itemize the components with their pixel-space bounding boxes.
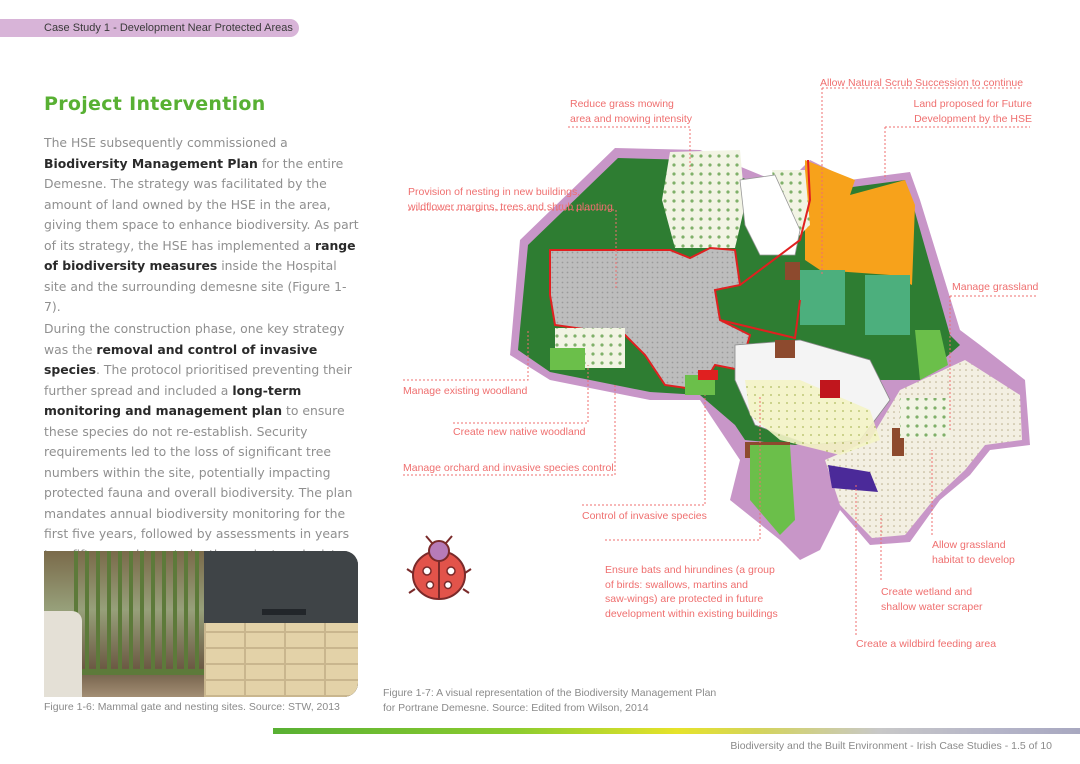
label-nesting-line2: wildflower margins, trees and shrub planting xyxy=(408,200,613,213)
figure-1-7-caption-line2: for Portrane Demesne. Source: Edited from Wilson, 2014 xyxy=(383,702,649,714)
label-reduce-grass-line2: area and mowing intensity xyxy=(570,112,692,125)
figure-1-7-caption-line1: Figure 1-7: A visual representation of the Biodiversity Management Plan xyxy=(383,687,717,699)
label-wetland xyxy=(881,585,983,614)
label-wildbird: Create a wildbird feeding area xyxy=(856,638,997,650)
p1-bold-1: Biodiversity Management Plan xyxy=(44,155,258,171)
p1-text-1: The HSE subsequently commissioned a xyxy=(44,135,288,150)
label-bats-line3: saw-wings) are protected in future xyxy=(605,593,764,605)
p2-bold-2: long-term monitoring and management plan xyxy=(44,382,302,418)
label-scrub: Allow Natural Scrub Succession to continue xyxy=(820,77,1024,89)
label-manage-grassland: Manage grassland xyxy=(952,281,1039,293)
label-wetland-line2: shallow water scraper xyxy=(881,600,983,613)
figure-1-7-caption xyxy=(383,686,743,716)
p1-bold-2: range of biodiversity measures xyxy=(44,237,356,273)
label-bats-line4: development within existing buildings xyxy=(605,607,778,620)
label-reduce-grass-line1: Reduce grass mowing xyxy=(570,98,674,110)
label-wetland-line1: Create wetland and xyxy=(881,586,973,598)
label-future-line1: Land proposed for Future xyxy=(913,98,1032,110)
label-bats-line2: of birds: swallows, martins and xyxy=(605,578,748,591)
chapter-tab-label: Case Study 1 - Development Near Protected Areas xyxy=(44,22,293,34)
label-allow-grassland-line2: habitat to develop xyxy=(932,553,1015,566)
p2-bold-1: removal and control of invasive species xyxy=(44,341,318,377)
figure-1-6-caption: Figure 1-6: Mammal gate and nesting sites. Source: STW, 2013 xyxy=(44,701,340,713)
label-allow-grassland xyxy=(932,538,1015,567)
label-manage-woodland: Manage existing woodland xyxy=(403,385,528,397)
label-nesting xyxy=(408,185,613,214)
p2-text-3: to ensure these species do not re-establish. Security requirements led to the loss of significant tree numbers within the site, potentially impacting protected fauna and overall biodiversity. The plan mandates annual biodiversity monitoring for the first five years, followed by assessments in years xyxy=(44,403,353,541)
footer-text: Biodiversity and the Built Environment - Irish Case Studies - 1.5 of 10 xyxy=(730,740,1052,752)
label-orchard: Manage orchard and invasive species control xyxy=(403,462,614,474)
label-future-development xyxy=(914,97,1033,126)
label-reduce-grass xyxy=(570,97,692,126)
label-bats xyxy=(605,563,778,621)
footer-gradient-bar xyxy=(273,728,1080,734)
section-heading: Project Intervention xyxy=(44,93,266,115)
p1-text-3: inside the Hospital site and the surrounding demesne site (Figure 1-7). xyxy=(44,258,347,314)
label-nesting-line1: Provision of nesting in new buildings, xyxy=(408,186,581,198)
label-bats-line1: Ensure bats and hirundines (a group xyxy=(605,564,775,576)
p2-text-2: . The protocol prioritised preventing their further spread and included a xyxy=(44,362,353,398)
p1-text-2: for the entire Demesne. The strategy was facilitated by the amount of land owned by the HSE in the area, giving them space to enhance biodiversity. As part of its strategy, the HSE has implemented a xyxy=(44,155,359,253)
label-future-line2: Development by the HSE xyxy=(914,112,1032,125)
p2-text-1: During the construction phase, one key strategy was the xyxy=(44,321,345,357)
label-new-woodland: Create new native woodland xyxy=(453,426,586,438)
label-allow-grassland-line1: Allow grassland xyxy=(932,539,1006,551)
label-invasive: Control of invasive species xyxy=(582,510,707,522)
